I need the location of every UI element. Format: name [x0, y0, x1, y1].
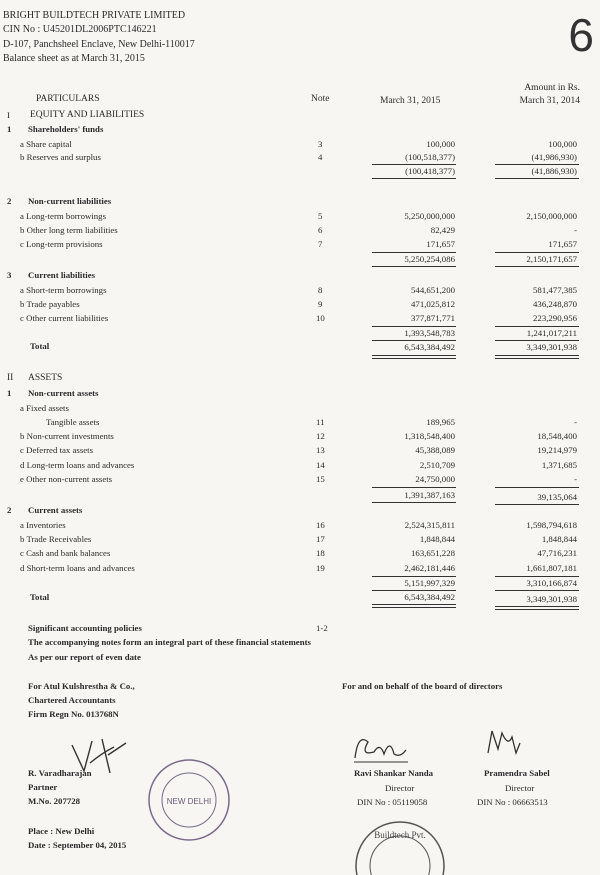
subtotal-previous: 3,310,166,874 — [526, 578, 577, 588]
partner-name: R. Varadharajan — [28, 768, 92, 778]
total-double-line — [372, 355, 456, 359]
subsection-number: 1 — [7, 124, 12, 134]
section-heading: EQUITY AND LIABILITIES — [30, 110, 145, 120]
row-previous: 19,214,979 — [537, 445, 577, 455]
report-reference: As per our report of even date — [28, 652, 141, 662]
subsection-heading: Non-current assets — [28, 388, 99, 398]
row-previous: 1,661,807,181 — [526, 563, 577, 573]
row-previous: 171,657 — [548, 239, 577, 249]
subtotal-current: 1,391,387,163 — [404, 490, 455, 500]
subtotal-previous: 1,241,017,211 — [526, 328, 577, 338]
subtotal-current: (100,418,377) — [405, 166, 455, 176]
row-label: c Cash and bank balances — [20, 548, 111, 558]
subsection-heading: Current assets — [28, 505, 83, 515]
row-previous: - — [574, 474, 577, 484]
subtotal-line — [372, 502, 456, 503]
subtotal-line — [495, 266, 579, 267]
partner-title: Partner — [28, 782, 58, 792]
row-previous: 223,290,956 — [533, 313, 577, 323]
total-current: 6,543,384,492 — [404, 592, 455, 602]
subtotal-line — [495, 340, 579, 341]
total-current: 6,543,384,492 — [404, 342, 455, 352]
row-current: 5,250,000,000 — [404, 211, 455, 221]
seal-text: NEW DELHI — [166, 797, 212, 806]
row-note: 8 — [318, 285, 323, 295]
auditor-regn: Firm Regn No. 013768N — [28, 709, 119, 719]
row-label: c Deferred tax assets — [20, 445, 94, 455]
director1-din: DIN No : 05119058 — [357, 797, 428, 807]
subtotal-previous: 39,135,064 — [537, 492, 577, 502]
row-previous: 581,477,385 — [533, 285, 577, 295]
total-label: Total — [30, 341, 50, 351]
accounting-policies-label: Significant accounting policies — [28, 623, 142, 633]
row-current: 171,657 — [426, 239, 455, 249]
row-previous: 1,371,685 — [541, 460, 577, 470]
subtotal-line — [495, 326, 579, 327]
row-current: 544,651,200 — [411, 285, 455, 295]
subtotal-previous: 2,150,171,657 — [526, 254, 577, 264]
row-current: 45,388,089 — [415, 445, 455, 455]
subtotal-line — [495, 590, 579, 591]
row-current: 2,462,181,446 — [404, 563, 455, 573]
total-previous: 3,349,301,938 — [526, 594, 577, 604]
subtotal-line — [372, 164, 456, 165]
row-label: b Trade Receivables — [20, 534, 92, 544]
row-label: a Fixed assets — [20, 403, 69, 413]
row-label: b Other long term liabilities — [20, 225, 118, 235]
auditor-seal — [146, 757, 232, 843]
amount-label: Amount in Rs. — [524, 83, 580, 93]
director1-title: Director — [385, 783, 415, 793]
row-label: e Other non-current assets — [20, 474, 113, 484]
note-header: Note — [311, 94, 330, 104]
place: Place : New Delhi — [28, 826, 95, 836]
subtotal-line — [495, 252, 579, 253]
total-double-line — [495, 606, 579, 610]
subsection-heading: Shareholders' funds — [28, 124, 104, 134]
row-current: 189,965 — [426, 417, 455, 427]
subtotal-line — [372, 576, 456, 577]
row-note: 4 — [318, 152, 323, 162]
subtotal-line — [372, 326, 456, 327]
row-note: 9 — [318, 299, 323, 309]
partner-mno: M.No. 207728 — [28, 796, 81, 806]
date: Date : September 04, 2015 — [28, 840, 127, 850]
row-note: 16 — [316, 520, 325, 530]
auditor-firm: For Atul Kulshrestha & Co., — [28, 681, 135, 691]
section-number: I — [7, 110, 10, 120]
director2-title: Director — [505, 783, 535, 793]
subtotal-current: 5,250,254,086 — [404, 254, 455, 264]
subtotal-line — [372, 266, 456, 267]
subtotal-line — [495, 576, 579, 577]
row-current: 24,750,000 — [415, 474, 455, 484]
subsection-number: 2 — [7, 196, 12, 206]
subtotal-line — [495, 178, 579, 179]
director2-signature — [482, 725, 526, 759]
subtotal-line — [495, 504, 579, 505]
row-current: 82,429 — [430, 225, 455, 235]
row-note: 5 — [318, 211, 323, 221]
statement-title: Balance sheet as at March 31, 2015 — [3, 53, 145, 64]
row-current: 2,510,709 — [419, 460, 455, 470]
subtotal-current: 5,151,997,329 — [404, 578, 455, 588]
row-previous: 1,848,844 — [541, 534, 577, 544]
director1-name: Ravi Shankar Nanda — [354, 768, 434, 778]
row-label: a Share capital — [20, 139, 72, 149]
row-label: b Non-current investments — [20, 431, 114, 441]
total-label: Total — [30, 592, 50, 602]
row-note: 19 — [316, 563, 325, 573]
row-current: 1,318,548,400 — [404, 431, 455, 441]
total-previous: 3,349,301,938 — [526, 342, 577, 352]
row-label: a Short-term borrowings — [20, 285, 107, 295]
company-seal — [352, 818, 448, 875]
row-previous: 436,248,870 — [533, 299, 577, 309]
seal-text: Buildtech Pvt. — [374, 830, 426, 840]
subtotal-line — [495, 487, 579, 488]
section-number: II — [7, 373, 14, 383]
row-note: 14 — [316, 460, 325, 470]
subtotal-previous: (41,886,930) — [531, 166, 577, 176]
row-previous: - — [574, 225, 577, 235]
row-previous: 47,716,231 — [537, 548, 577, 558]
total-double-line — [372, 604, 456, 608]
row-label: b Reserves and surplus — [20, 152, 101, 162]
board-statement: For and on behalf of the board of directors — [342, 681, 503, 691]
row-note: 15 — [316, 474, 325, 484]
row-note: 6 — [318, 225, 323, 235]
subtotal-line — [372, 590, 456, 591]
row-note: 7 — [318, 239, 323, 249]
current-year-header: March 31, 2015 — [380, 96, 441, 106]
row-label: a Inventories — [20, 520, 66, 530]
subtotal-line — [372, 487, 456, 488]
row-current: 2,524,315,811 — [404, 520, 455, 530]
row-current: (100,518,377) — [405, 152, 455, 162]
total-double-line — [495, 355, 579, 359]
row-note: 11 — [316, 417, 325, 427]
subtotal-current: 1,393,548,783 — [404, 328, 455, 338]
company-address: D-107, Panchsheel Enclave, New Delhi-110017 — [3, 39, 195, 50]
row-note: 13 — [316, 445, 325, 455]
subsection-heading: Current liabilities — [28, 270, 96, 280]
row-previous: 100,000 — [548, 139, 577, 149]
row-label: c Long-term provisions — [20, 239, 103, 249]
row-label: Tangible assets — [46, 417, 100, 427]
row-previous: 1,598,794,618 — [526, 520, 577, 530]
row-note: 3 — [318, 139, 323, 149]
subtotal-line — [372, 340, 456, 341]
row-current: 100,000 — [426, 139, 455, 149]
director1-signature — [350, 728, 410, 768]
row-note: 12 — [316, 431, 325, 441]
row-previous: - — [574, 417, 577, 427]
row-note: 18 — [316, 548, 325, 558]
company-name: BRIGHT BUILDTECH PRIVATE LIMITED — [3, 10, 186, 21]
section-heading: ASSETS — [28, 373, 63, 383]
subsection-heading: Non-current liabilities — [28, 196, 112, 206]
particulars-header: PARTICULARS — [36, 94, 100, 104]
row-label: b Trade payables — [20, 299, 80, 309]
row-current: 471,025,812 — [411, 299, 455, 309]
row-previous: 2,150,000,000 — [526, 211, 577, 221]
director2-name: Pramendra Sabel — [484, 768, 550, 778]
row-previous: (41,986,930) — [531, 152, 577, 162]
row-current: 377,871,771 — [411, 313, 455, 323]
row-label: d Short-term loans and advances — [20, 563, 135, 573]
row-current: 1,848,844 — [419, 534, 455, 544]
director2-din: DIN No : 06663513 — [477, 797, 548, 807]
row-current: 163,651,228 — [411, 548, 455, 558]
accounting-policies-note: 1-2 — [316, 623, 328, 633]
subtotal-line — [372, 252, 456, 253]
row-previous: 18,548,400 — [537, 431, 577, 441]
integral-statement: The accompanying notes form an integral part of these financial statements — [28, 637, 311, 647]
row-label: a Long-term borrowings — [20, 211, 106, 221]
page-number: 6 — [568, 9, 594, 61]
row-label: c Other current liabilities — [20, 313, 109, 323]
cin-number: CIN No : U45201DL2006PTC146221 — [3, 24, 157, 35]
auditor-type: Chartered Accountants — [28, 695, 116, 705]
row-label: d Long-term loans and advances — [20, 460, 135, 470]
row-note: 17 — [316, 534, 325, 544]
row-note: 10 — [316, 313, 325, 323]
subtotal-line — [372, 178, 456, 179]
subtotal-line — [495, 164, 579, 165]
previous-year-header: March 31, 2014 — [519, 96, 580, 106]
subsection-number: 2 — [7, 505, 12, 515]
subsection-number: 3 — [7, 270, 12, 280]
subsection-number: 1 — [7, 388, 12, 398]
